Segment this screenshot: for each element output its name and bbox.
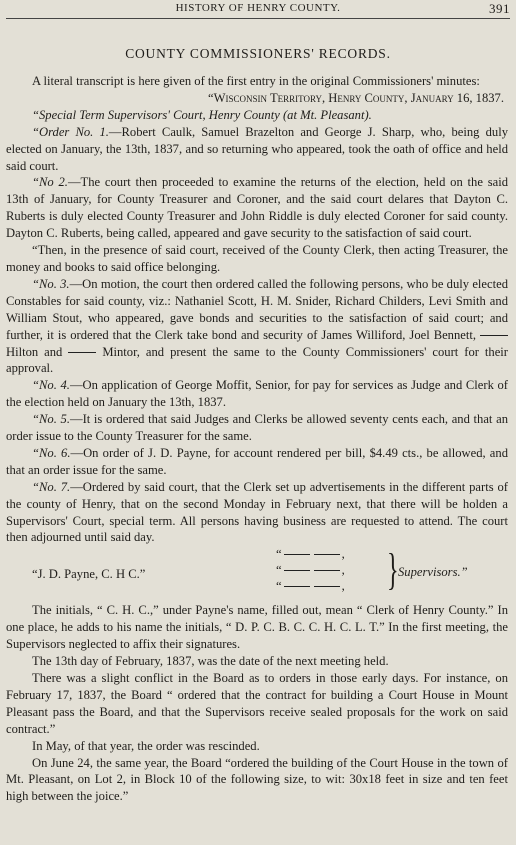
- intro-paragraph: A literal transcript is here given of the first entry in the original Commissioners' minutes:: [32, 74, 480, 88]
- running-header: [0, 0, 516, 18]
- order-5-label: “No. 5.: [32, 412, 70, 427]
- order-1-label: “Order No. 1.: [32, 124, 109, 139]
- order-7-label: “No. 7.: [32, 479, 71, 494]
- section-title: COUNTY COMMISSIONERS' RECORDS.: [125, 46, 391, 61]
- conflict-paragraph: There was a slight conflict in the Board as to orders in those early days. For instance, on February 17, 1837, the Board “ ordered that the contract for building a Court House in Mount Pleasant pass the Board, and that the Supervisors receive sealed proposals for the work on said contract.”: [6, 671, 508, 736]
- order-2-label: “No 2.: [32, 175, 68, 190]
- order-6-label: “No. 6.: [32, 445, 71, 460]
- header-rule: [6, 18, 510, 19]
- order-1-paragraph: [6, 124, 508, 175]
- order-4-paragraph: [6, 377, 508, 411]
- signature-line: “ ,: [276, 547, 345, 562]
- order-3-text-c: Mintor, and present the same to the County Commissioners' court for their approval.: [6, 344, 508, 376]
- initials-paragraph: The initials, “ C. H. C.,” under Payne's name, filled out, mean “ Clerk of Henry County.” In one place, he adds to his name the initials, “ D. P. C. B. C. C. H. C. L. T.” In the first meeting, the Supervisors neglected to affix their signatures.: [6, 603, 508, 652]
- order-5-paragraph: [6, 411, 508, 445]
- blank-line: [480, 335, 508, 336]
- order-7-text: —Ordered by said court, that the Clerk set up advertisements in the different parts of the county of Henry, that on the second Monday in February next, that there will be holden a Supervisors' Court, special term. All persons having business are requested to attend. The court then adjourned until said day.: [6, 479, 508, 545]
- special-term-line: [6, 107, 508, 124]
- june-paragraph: On June 24, the same year, the Board “ordered the building of the Court House in the town of Mt. Pleasant, on Lot 2, in Block 10 of the following size, to wit: 30x18 feet in size and ten feet high between the joice.”: [6, 755, 508, 804]
- order-3-paragraph: [6, 276, 508, 377]
- supervisors-label: Supervisors.”: [398, 565, 468, 580]
- place-date-line: “Wisconsin Territory, Henry County, January 16, 1837.: [208, 90, 504, 105]
- then-paragraph: “Then, in the presence of said court, received of the County Clerk, then acting Treasurer, the money and books to said office belonging.: [6, 243, 508, 274]
- order-4-label: “No. 4.: [32, 378, 70, 393]
- order-6-paragraph: [6, 445, 508, 479]
- special-term-text: “Special Term Supervisors' Court, Henry County (at Mt. Pleasant).: [32, 107, 372, 122]
- signature-line: “ ,: [276, 579, 345, 594]
- feb13-paragraph: The 13th day of February, 1837, was the date of the next meeting held.: [32, 654, 389, 669]
- page-body: [6, 73, 508, 805]
- order-3-label: “No. 3.: [32, 276, 70, 291]
- order-5-text: —It is ordered that said Judges and Clerks be allowed seventy cents each, and that an order issue to the County Treasurer for the same.: [6, 412, 508, 444]
- order-3-text-a: —On motion, the court then ordered called the following persons, who be duly elected Constables for said county, viz.: Nathaniel Scott, H. M. Snider, Richard Childers, Levi Smith and William Stout, who appeared, gave bonds and securities to the satisfaction of said court; and further, it is ordered that the Clerk take bond and security of James Williford, Joel Bennett,: [6, 276, 508, 342]
- running-title: HISTORY OF HENRY COUNTY.: [175, 2, 341, 14]
- order-1-text: —Robert Caulk, Samuel Brazelton and George J. Sharp, who, being duly elected on January, the 13th, 1837, and so returning who appeared, took the oath of office and held said court.: [6, 124, 508, 173]
- may-paragraph: In May, of that year, the order was rescinded.: [32, 738, 260, 753]
- supervisor-signature-lines: [276, 546, 345, 594]
- right-brace: }: [387, 545, 399, 595]
- order-2-text: —The court then proceeded to examine the returns of the election, held on the said 13th of January, for County Treasurer and Coroner, and the said court delares that Dayton C. Ruberts is duly elected County Treasurer and John Riddle is duly elected Coroner for said county. Dayton C. Ruberts, being called, appeared and gave security to the satisfaction of said court.: [6, 175, 508, 241]
- page-number: 391: [489, 1, 510, 16]
- order-4-text: —On application of George Moffit, Senior, for pay for services as Judge and Clerk of the election held on January the 13th, 1837.: [6, 378, 508, 410]
- order-3-text-b: Hilton and: [6, 344, 63, 359]
- clerk-signature: “J. D. Payne, C. H C.”: [32, 567, 146, 582]
- order-2-paragraph: [6, 174, 508, 242]
- order-7-paragraph: [6, 479, 508, 547]
- signature-line: “ ,: [276, 563, 345, 578]
- signature-block: [6, 546, 508, 602]
- blank-line: [68, 352, 96, 353]
- order-6-text: —On order of J. D. Payne, for account rendered per bill, $4.49 cts., be allowed, and that an order issue for the same.: [6, 445, 508, 477]
